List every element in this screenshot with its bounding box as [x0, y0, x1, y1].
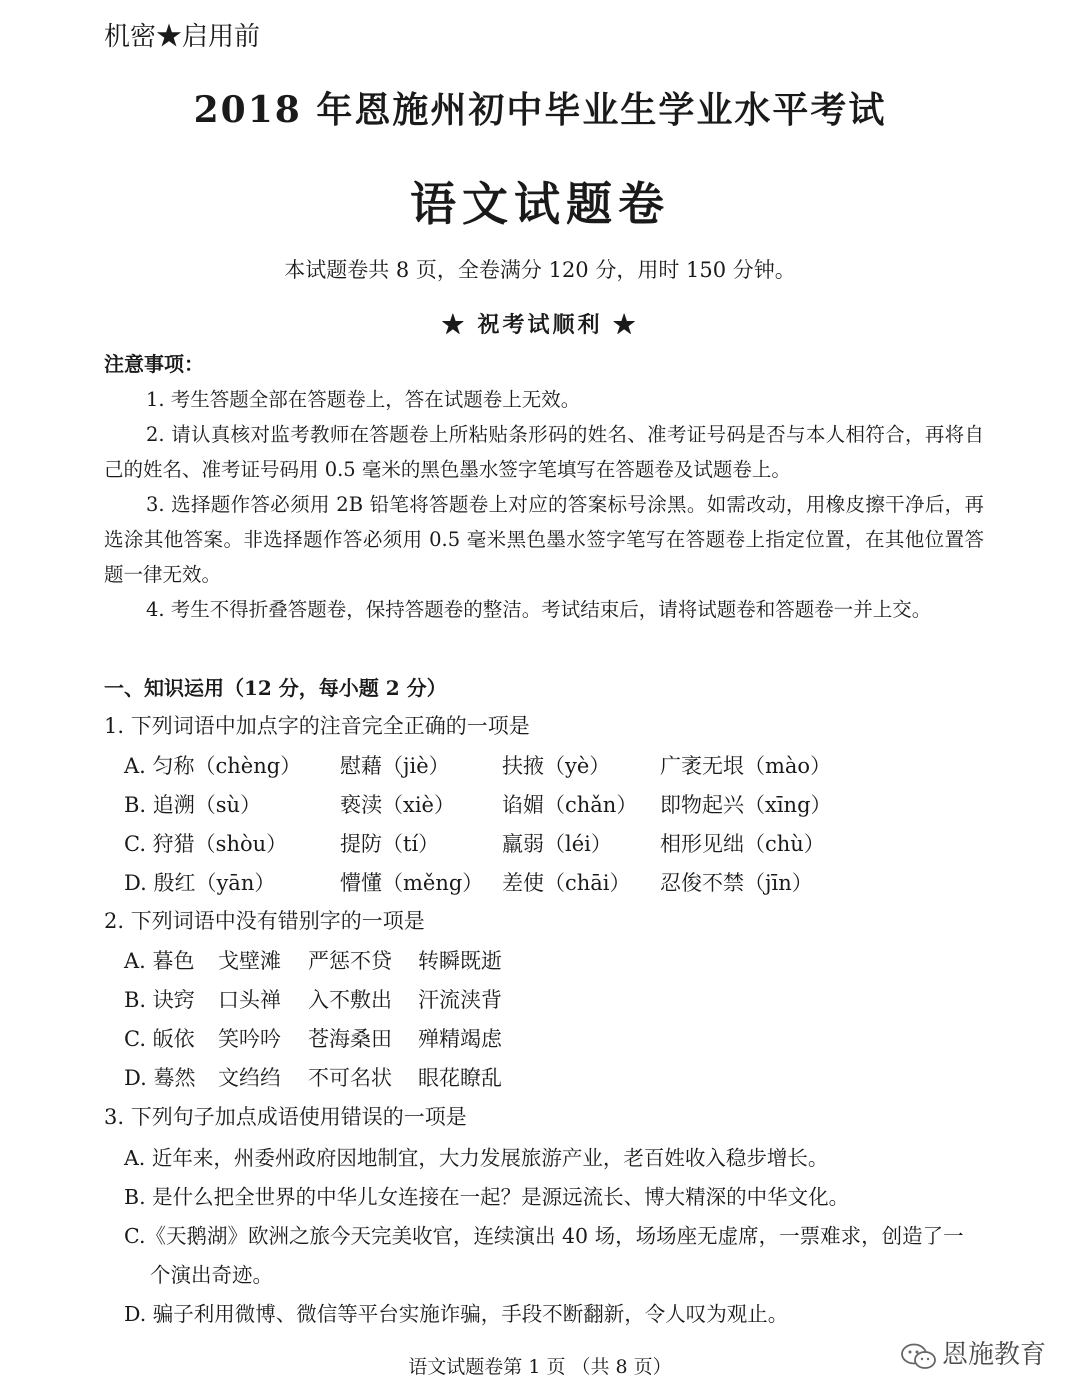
question-2-stem: 2. 下列词语中没有错别字的一项是 — [104, 909, 425, 933]
option-cell: 广袤无垠（mào） — [660, 754, 832, 778]
option-cell: 口头禅 — [218, 988, 281, 1012]
notice-list — [104, 382, 984, 627]
option-cell: 汗流浃背 — [418, 988, 502, 1012]
option-cell: 文绉绉 — [218, 1066, 281, 1090]
notice-item-1: 1. 考生答题全部在答题卷上，答在试题卷上无效。 — [146, 388, 581, 411]
option-cell: B. 追溯（sù） — [124, 793, 262, 817]
option-cell: 慰藉（jiè） — [340, 754, 450, 778]
option-cell: 差使（chāi） — [502, 871, 631, 895]
option-cell: 即物起兴（xīng） — [660, 793, 832, 817]
option-cell: 眼花瞭乱 — [418, 1066, 502, 1090]
subject-title: 语文试题卷 — [410, 177, 670, 231]
question-3-option-a: A. 近年来，州委州政府因地制宜，大力发展旅游产业，老百姓收入稳步增长。 — [124, 1146, 829, 1170]
option-cell: B. 诀窍 — [124, 988, 195, 1012]
option-cell: 严惩不贷 — [308, 949, 392, 973]
option-cell: 不可名状 — [308, 1066, 392, 1090]
question-3-option-c: C.《天鹅湖》欧洲之旅今天完美收官，连续演出 40 场，场场座无虚席，一票难求，创造了一 — [124, 1224, 964, 1248]
question-3-option-b: B. 是什么把全世界的中华儿女连接在一起？是源远流长、博大精深的中华文化。 — [124, 1185, 850, 1209]
option-cell: 懵懂（měng） — [340, 871, 484, 895]
option-cell: D. 蓦然 — [124, 1066, 196, 1090]
watermark-text: 恩施教育 — [942, 1340, 1047, 1370]
option-cell: 笑吟吟 — [218, 1027, 281, 1051]
question-3-option-c-continued: 个演出奇迹。 — [150, 1263, 273, 1287]
option-cell: 苍海桑田 — [308, 1027, 392, 1051]
option-cell: 扶掖（yè） — [502, 754, 611, 778]
section-heading: 一、知识运用（12 分，每小题 2 分） — [104, 676, 447, 700]
option-cell: 相形见绌（chù） — [660, 832, 825, 856]
option-cell: 羸弱（léi） — [502, 832, 612, 856]
exam-title: 2018 年恩施州初中毕业生学业水平考试 — [193, 89, 887, 131]
option-cell: 亵渎（xiè） — [340, 793, 455, 817]
wechat-icon — [900, 1342, 938, 1372]
notice-item-3: 3. 选择题作答必须用 2B 铅笔将答题卷上对应的答案标号涂黑。如需改动，用橡皮擦干净后，再选涂其他答案。非选择题作答必须用 0.5 毫米黑色墨水签字笔写在答题卷上指定位置，在其他位置答题一律无效。 — [104, 493, 984, 586]
option-cell: A. 暮色 — [124, 949, 195, 973]
option-cell: 殚精竭虑 — [418, 1027, 502, 1051]
good-luck-banner: ★ 祝考试顺利 ★ — [441, 312, 639, 338]
option-cell: 忍俊不禁（jīn） — [660, 871, 813, 895]
option-cell: C. 皈依 — [124, 1027, 195, 1051]
notice-item-4: 4. 考生不得折叠答题卷，保持答题卷的整洁。考试结束后，请将试题卷和答题卷一并上交。 — [146, 598, 932, 621]
option-cell: 戈壁滩 — [218, 949, 281, 973]
question-3-option-d: D. 骗子利用微博、微信等平台实施诈骗，手段不断翻新，令人叹为观止。 — [124, 1302, 789, 1326]
notice-item-2: 2. 请认真核对监考教师在答题卷上所粘贴条形码的姓名、准考证号码是否与本人相符合，再将自己的姓名、准考证号码用 0.5 毫米的黑色墨水签字笔填写在答题卷及试题卷上。 — [104, 423, 984, 481]
classification-label: 机密★启用前 — [104, 22, 261, 52]
question-3-stem: 3. 下列句子加点成语使用错误的一项是 — [104, 1105, 467, 1129]
page-footer: 语文试题卷第 1 页 （共 8 页） — [408, 1356, 672, 1378]
paper-info: 本试题卷共 8 页，全卷满分 120 分，用时 150 分钟。 — [284, 258, 796, 282]
option-cell: 提防（tí） — [340, 832, 440, 856]
option-cell: 入不敷出 — [308, 988, 392, 1012]
option-cell: A. 匀称（chèng） — [124, 754, 302, 778]
option-cell: C. 狩猎（shòu） — [124, 832, 288, 856]
option-cell: D. 殷红（yān） — [124, 871, 276, 895]
option-cell: 谄媚（chǎn） — [502, 793, 638, 817]
question-1-stem: 1. 下列词语中加点字的注音完全正确的一项是 — [104, 714, 530, 738]
option-cell: 转瞬既逝 — [418, 949, 502, 973]
notice-heading: 注意事项： — [104, 352, 204, 376]
